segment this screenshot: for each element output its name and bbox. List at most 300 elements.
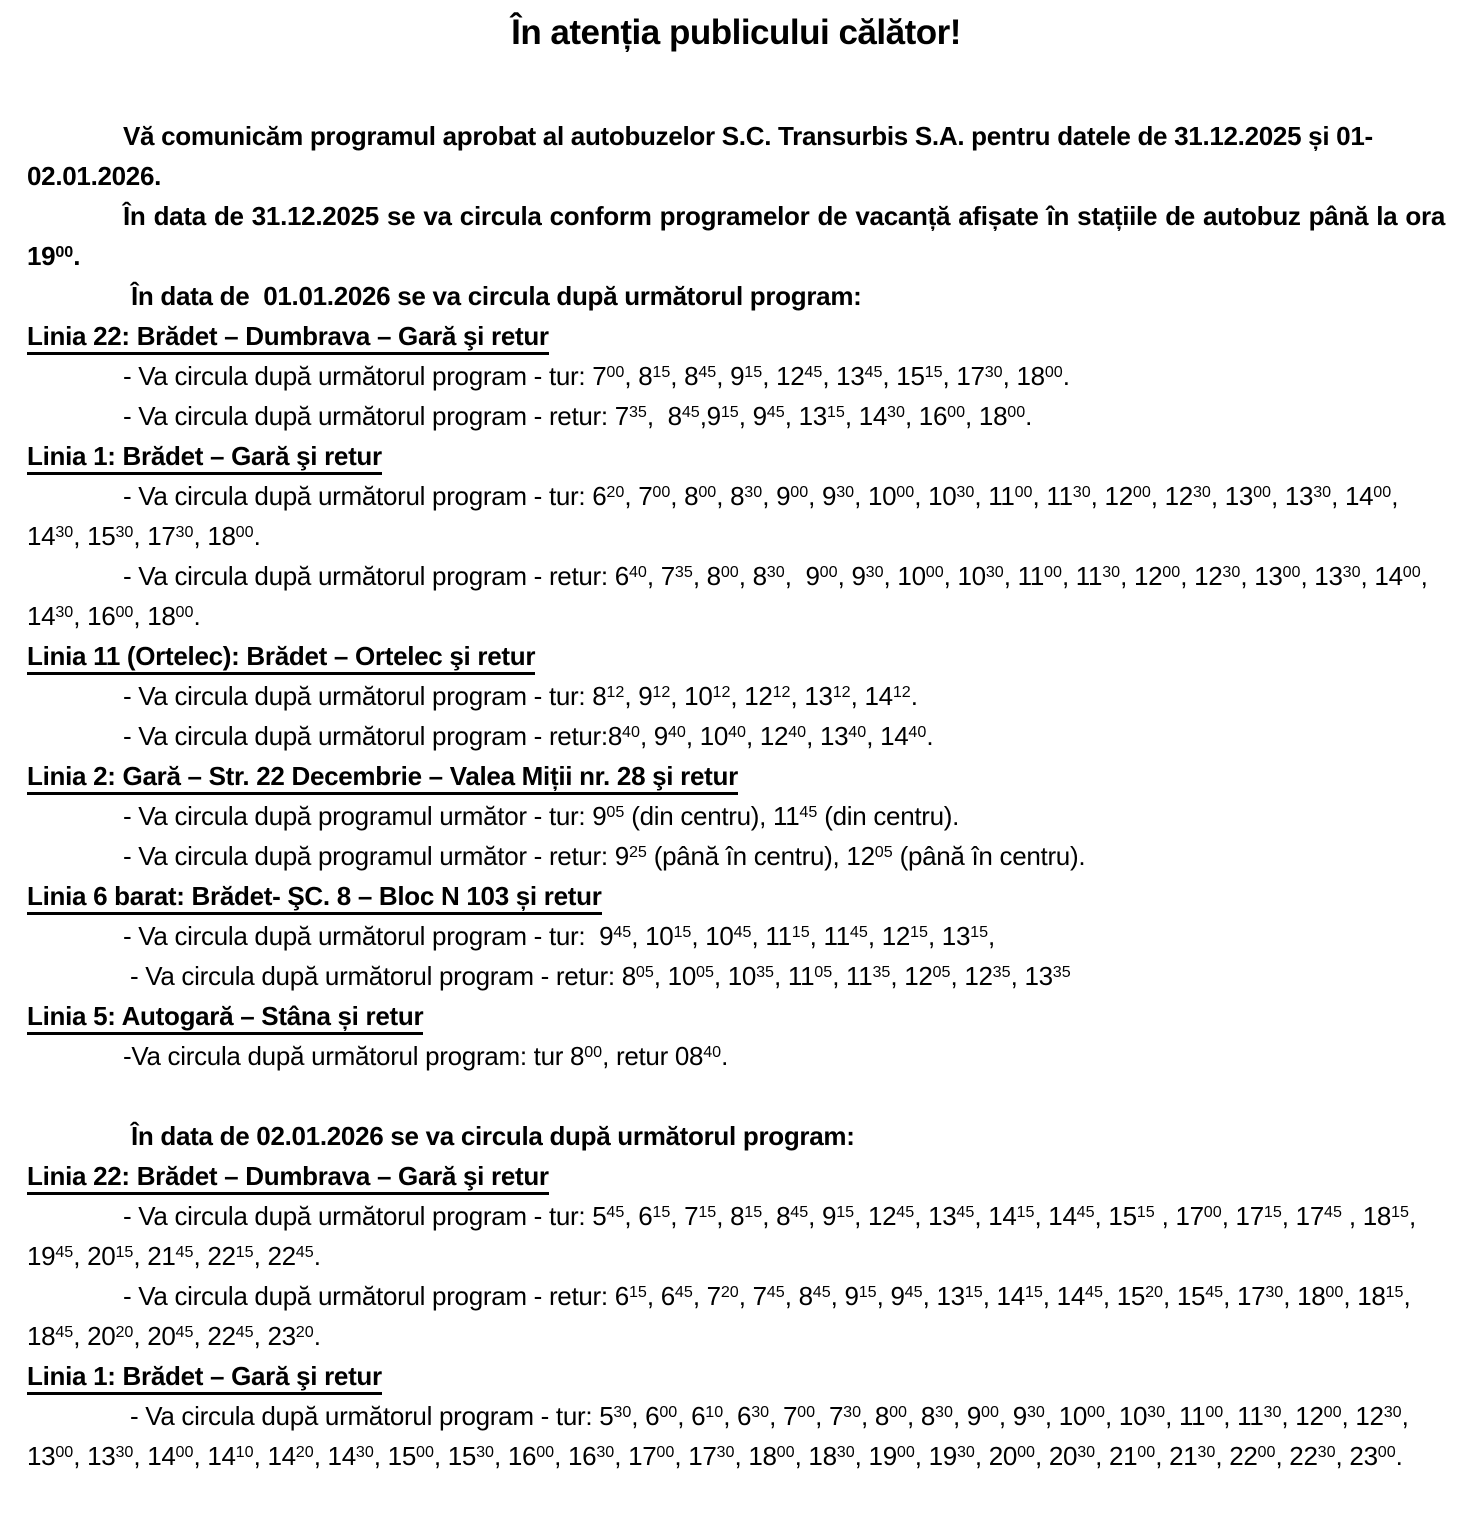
schedule-line: - Va circula după următorul program - retur: $7^{35}$, $8^{45},9^{15}$, $9^{45}$, $13^{15}$, $14^{30}$, $16^{00}$, $18^{00}$. <box>123 401 1033 431</box>
departure-time: $10^{00}$ <box>897 561 944 591</box>
minutes-superscript: 30 <box>766 563 785 582</box>
minutes-superscript: 30 <box>956 1443 975 1462</box>
departure-time: $20^{45}$ <box>147 1321 194 1351</box>
minutes-superscript: 00 <box>1017 1443 1035 1462</box>
minutes-superscript: 15 <box>858 1283 877 1302</box>
minutes-superscript: 30 <box>1265 1283 1284 1302</box>
departure-time: $14^{10}$ <box>207 1441 254 1471</box>
minutes-superscript: 00 <box>1282 563 1301 582</box>
minutes-superscript: 25 <box>628 843 647 862</box>
schedule-line: - Va circula după următorul program - tur: $5^{30}$, $6^{00}$, $6^{10}$, $6^{30}$, $7^{00}$, $7^{30}$, $8^{00}$, $8^{30}$, $9^{00}$, $9^{30}$, $10^{00}$, $10^{30}$, $11^{00}$, $11^{30}$, $12^{00}$, $12^{30}$, $13^{00}$, $13^{30}$, $14^{00}$, $14^{10}$, $14^{20}$, $14^{30}$, $15^{00}$, $15^{30}$, $16^{00}$, $16^{30}$, $17^{00}$, $17^{30}$, $18^{00}$, $18^{30}$, $19^{00}$, $19^{30}$, $20^{00}$, $20^{30}$, $21^{00}$, $21^{30}$, $22^{00}$, $22^{30}$, $23^{00}$. <box>27 1401 1416 1471</box>
minutes-superscript: 30 <box>1313 483 1332 502</box>
departure-time: $16^{00}$ <box>87 601 134 631</box>
minutes-superscript: 12 <box>892 683 911 702</box>
departure-time: $10^{05}$ <box>667 961 714 991</box>
departure-time: $19^{30}$ <box>928 1441 975 1471</box>
departure-time: $14^{30}$ <box>27 521 74 551</box>
minutes-superscript: 00 <box>819 563 838 582</box>
minutes-superscript: 00 <box>797 1403 816 1422</box>
departure-time: $6^{00}$ <box>645 1401 678 1431</box>
departure-time: $7^{00}$ <box>638 481 671 511</box>
departure-time: $10^{15}$ <box>645 921 692 951</box>
departure-time: $14^{45}$ <box>1056 1281 1103 1311</box>
departure-time: $12^{15}$ <box>881 921 928 951</box>
minutes-superscript: 30 <box>355 1443 374 1462</box>
departure-time: $13^{12}$ <box>804 681 851 711</box>
departure-time: $13^{30}$ <box>87 1441 134 1471</box>
minutes-superscript: 30 <box>985 563 1004 582</box>
minutes-superscript: 15 <box>115 1243 134 1262</box>
departure-time: $11^{35}$ <box>846 961 891 991</box>
minutes-superscript: 15 <box>235 1243 254 1262</box>
departure-time: $22^{15}$ <box>207 1241 254 1271</box>
departure-time: $8^{05}$ <box>621 961 654 991</box>
departure-time: $5^{45}$ <box>592 1201 625 1231</box>
departure-time: $9^{05}$ <box>592 801 625 831</box>
departure-time: $10^{30}$ <box>957 561 1004 591</box>
departure-time: $9^{40}$ <box>653 721 686 751</box>
minutes-superscript: 30 <box>956 483 975 502</box>
departure-time: $10^{40}$ <box>699 721 746 751</box>
minutes-superscript: 30 <box>1317 1443 1336 1462</box>
minutes-superscript: 35 <box>992 963 1011 982</box>
minutes-superscript: 45 <box>804 363 823 382</box>
minutes-superscript: 15 <box>910 923 928 942</box>
minutes-superscript: 45 <box>790 1203 809 1222</box>
minutes-superscript: 30 <box>115 523 134 542</box>
departure-time: $17^{30}$ <box>956 361 1003 391</box>
departure-time: $18^{00}$ <box>1016 361 1063 391</box>
line-heading-text: Linia 11 (Ortelec): Brădet – Ortelec şi retur <box>27 641 535 675</box>
departure-time: $18^{00}$ <box>748 1441 795 1471</box>
minutes-superscript: 00 <box>55 243 74 262</box>
departure-time: $11^{00}$ <box>1178 1401 1224 1431</box>
departure-time: $6^{40}$ <box>614 561 647 591</box>
departure-time: $8^{00}$ <box>684 481 717 511</box>
minutes-superscript: 00 <box>1373 483 1392 502</box>
minutes-superscript: 35 <box>628 403 647 422</box>
line-heading <box>27 1156 1445 1196</box>
minutes-superscript: 00 <box>980 1403 999 1422</box>
minutes-superscript: 00 <box>1087 1403 1105 1422</box>
departure-time: $15^{30}$ <box>87 521 134 551</box>
line-heading-text: Linia 5: Autogară – Stâna și retur <box>27 1001 423 1035</box>
departure-time: $19^{00}$ <box>27 241 74 271</box>
minutes-superscript: 30 <box>1147 1403 1166 1422</box>
departure-time: $7^{35}$ <box>660 561 693 591</box>
departure-time: $22^{00}$ <box>1229 1441 1276 1471</box>
departure-time: $10^{00}$ <box>1058 1401 1105 1431</box>
schedule-line: - Va circula după următorul program - tur: $9^{45}$, $10^{15}$, $10^{45}$, $11^{15}$, $11^{45}$, $12^{15}$, $13^{15}$, <box>123 921 995 951</box>
minutes-superscript: 45 <box>613 923 632 942</box>
departure-time: $13^{15}$ <box>798 401 845 431</box>
minutes-superscript: 12 <box>606 683 625 702</box>
departure-time: $15^{00}$ <box>387 1441 434 1471</box>
departure-time: $6^{20}$ <box>592 481 625 511</box>
departure-time: $8^{00}$ <box>874 1401 907 1431</box>
line-heading <box>27 756 1445 796</box>
departure-time: $15^{15}$ <box>1108 1201 1155 1231</box>
line-heading <box>27 316 1445 356</box>
minutes-superscript: 30 <box>935 1403 953 1422</box>
minutes-superscript: 35 <box>872 963 891 982</box>
departure-time: $12^{00}$ <box>1104 481 1151 511</box>
minutes-superscript: 10 <box>235 1443 254 1462</box>
departure-time: $12^{45}$ <box>776 361 823 391</box>
departure-time: $9^{15}$ <box>706 401 739 431</box>
minutes-superscript: 00 <box>584 1043 603 1062</box>
departure-time: $11^{30}$ <box>1075 561 1121 591</box>
minutes-superscript: 00 <box>115 603 134 622</box>
departure-time: $7^{00}$ <box>783 1401 816 1431</box>
minutes-superscript: 00 <box>896 483 915 502</box>
departure-time: $12^{30}$ <box>1355 1401 1402 1431</box>
departure-time: $18^{30}$ <box>808 1441 855 1471</box>
departure-time: $6^{45}$ <box>660 1281 693 1311</box>
minutes-superscript: 45 <box>1084 1283 1103 1302</box>
departure-time: $13^{00}$ <box>1254 561 1301 591</box>
minutes-superscript: 15 <box>744 1203 763 1222</box>
minutes-superscript: 00 <box>656 1443 675 1462</box>
departure-time: $11^{05}$ <box>787 961 833 991</box>
minutes-superscript: 45 <box>1323 1203 1342 1222</box>
minutes-superscript: 05 <box>606 803 625 822</box>
departure-time: $8^{45}$ <box>798 1281 831 1311</box>
departure-time: $14^{30}$ <box>327 1441 374 1471</box>
departure-time: $7^{15}$ <box>684 1201 717 1231</box>
schedule-line: - Va circula după programul următor - tur: $9^{05}$ (din centru), $11^{45}$ (din centru). <box>123 801 960 831</box>
minutes-superscript: 45 <box>766 1283 785 1302</box>
departure-time: $12^{00}$ <box>1133 561 1181 591</box>
minutes-superscript: 00 <box>1402 563 1421 582</box>
line-heading-text: Linia 1: Brădet – Gară şi retur <box>27 441 382 475</box>
minutes-superscript: 45 <box>606 1203 625 1222</box>
minutes-superscript: 30 <box>843 1403 862 1422</box>
departure-time: $10^{45}$ <box>705 921 752 951</box>
minutes-superscript: 45 <box>849 923 868 942</box>
line-heading <box>27 996 1445 1036</box>
departure-time: $9^{00}$ <box>805 561 838 591</box>
minutes-superscript: 00 <box>1253 483 1271 502</box>
schedule-line: - Va circula după următorul program - retur: $8^{05}$, $10^{05}$, $10^{35}$, $11^{05}$, $11^{35}$, $12^{05}$, $12^{35}$, $13^{35}$ <box>123 961 1071 991</box>
minutes-superscript: 05 <box>874 843 893 862</box>
departure-time: $12^{40}$ <box>759 721 807 751</box>
minutes-superscript: 30 <box>1222 563 1241 582</box>
departure-time: $9^{12}$ <box>638 681 671 711</box>
minutes-superscript: 00 <box>1377 1443 1396 1462</box>
intro-paragraph: Vă comunicăm programul aprobat al autobuzelor S.C. Transurbis S.A. pentru datele de 31.12.2025 și 01-02.01.2026. <box>27 121 1373 191</box>
minutes-superscript: 40 <box>728 723 746 742</box>
schedule-line: - Va circula după următorul program - retur: $6^{40}$, $7^{35}$, $8^{00}$, $8^{30}$, $9^{00}$, $9^{30}$, $10^{00}$, $10^{30}$, $11^{00}$, $11^{30}$, $12^{00}$, $12^{30}$, $13^{00}$, $13^{30}$, $14^{00}$, $14^{30}$, $16^{00}$, $18^{00}$. <box>27 561 1435 631</box>
line-heading-text: Linia 1: Brădet – Gară şi retur <box>27 1361 382 1395</box>
minutes-superscript: 30 <box>887 403 905 422</box>
departure-time: $21^{00}$ <box>1108 1441 1156 1471</box>
minutes-superscript: 00 <box>776 1443 795 1462</box>
departure-time: $13^{30}$ <box>1284 481 1332 511</box>
departure-time: $17^{30}$ <box>688 1441 735 1471</box>
minutes-superscript: 30 <box>751 1403 770 1422</box>
departure-time: $16^{00}$ <box>507 1441 555 1471</box>
minutes-superscript: 30 <box>865 563 884 582</box>
departure-time: $14^{20}$ <box>267 1441 314 1471</box>
minutes-superscript: 45 <box>175 1243 194 1262</box>
departure-time: $11^{30}$ <box>1046 481 1091 511</box>
minutes-superscript: 20 <box>115 1323 134 1342</box>
minutes-superscript: 40 <box>848 723 867 742</box>
departure-time: $17^{30}$ <box>147 521 194 551</box>
schedule-line: -Va circula după următorul program: tur $8^{00}$, retur $08^{40}$. <box>123 1041 729 1071</box>
departure-time: $23^{00}$ <box>1349 1441 1396 1471</box>
departure-time: $6^{15}$ <box>638 1201 671 1231</box>
minutes-superscript: 30 <box>1342 563 1361 582</box>
departure-time: $9^{15}$ <box>730 361 763 391</box>
schedule-line: - Va circula după următorul program - $retur:8^{40}$, $9^{40}$, $10^{40}$, $12^{40}$, $13^{40}$, $14^{40}$. <box>123 721 934 751</box>
minutes-superscript: 12 <box>772 683 791 702</box>
departure-time: $11^{30}$ <box>1237 1401 1282 1431</box>
departure-time: $9^{30}$ <box>1012 1401 1045 1431</box>
document-body <box>27 116 1445 1476</box>
departure-time: $6^{10}$ <box>691 1401 724 1431</box>
minutes-superscript: 30 <box>55 603 74 622</box>
minutes-superscript: 15 <box>1391 1203 1409 1222</box>
departure-time: $14^{12}$ <box>864 681 911 711</box>
minutes-superscript: 45 <box>1076 1203 1095 1222</box>
minutes-superscript: 30 <box>1383 1403 1402 1422</box>
departure-time: $18^{15}$ <box>1357 1281 1404 1311</box>
minutes-superscript: 00 <box>790 483 809 502</box>
departure-time: $8^{45}$ <box>776 1201 809 1231</box>
minutes-superscript: 45 <box>235 1323 254 1342</box>
departure-time: $8^{30}$ <box>730 481 763 511</box>
departure-time: $13^{35}$ <box>1024 961 1071 991</box>
departure-time: $13^{45}$ <box>836 361 883 391</box>
minutes-superscript: 15 <box>924 363 943 382</box>
minutes-superscript: 00 <box>55 1443 74 1462</box>
minutes-superscript: 40 <box>908 723 927 742</box>
departure-time: $14^{00}$ <box>1344 481 1392 511</box>
minutes-superscript: 15 <box>836 1203 855 1222</box>
departure-time: $9^{30}$ <box>851 561 884 591</box>
departure-time: $10^{12}$ <box>684 681 731 711</box>
minutes-superscript: 00 <box>1162 563 1181 582</box>
departure-time: $14^{00}$ <box>147 1441 194 1471</box>
departure-time: $18^{00}$ <box>147 601 194 631</box>
minutes-superscript: 45 <box>812 1283 831 1302</box>
departure-time: $13^{15}$ <box>936 1281 983 1311</box>
departure-time: $7^{00}$ <box>592 361 625 391</box>
schedule-line: - Va circula după programul următor - retur: $9^{25}$ (până în centru), $12^{05}$ (până în centru). <box>123 841 1086 871</box>
line-heading-text: Linia 6 barat: Brădet- ŞC. 8 – Bloc N 103 și retur <box>27 881 602 915</box>
departure-time: $19^{00}$ <box>868 1441 915 1471</box>
departure-time: $8^{15}$ <box>638 361 671 391</box>
minutes-superscript: 05 <box>635 963 654 982</box>
minutes-superscript: 00 <box>698 483 717 502</box>
minutes-superscript: 20 <box>720 1283 739 1302</box>
departure-time: $9^{00}$ <box>776 481 809 511</box>
departure-time: $9^{45}$ <box>890 1281 923 1311</box>
minutes-superscript: 30 <box>596 1443 615 1462</box>
departure-time: $12^{45}$ <box>867 1201 915 1231</box>
departure-time: $11^{00}$ <box>1017 561 1062 591</box>
departure-time: $14^{30}$ <box>858 401 905 431</box>
departure-time: $18^{15}$ <box>1362 1201 1409 1231</box>
day-heading: În data de 02.01.2026 se va circula după următorul program: <box>131 1121 855 1151</box>
minutes-superscript: 45 <box>295 1243 314 1262</box>
departure-time: $13^{15}$ <box>941 921 989 951</box>
minutes-superscript: 45 <box>956 1203 975 1222</box>
departure-time: $08^{40}$ <box>674 1041 722 1071</box>
departure-time: $8^{15}$ <box>730 1201 763 1231</box>
departure-time: $20^{00}$ <box>988 1441 1035 1471</box>
line-heading <box>27 636 1445 676</box>
departure-time: $18^{00}$ <box>978 401 1026 431</box>
minutes-superscript: 40 <box>788 723 807 742</box>
minutes-superscript: 45 <box>698 363 717 382</box>
minutes-superscript: 00 <box>1203 1203 1222 1222</box>
minutes-superscript: 30 <box>716 1443 735 1462</box>
departure-time: $22^{30}$ <box>1289 1441 1336 1471</box>
minutes-superscript: 00 <box>1044 363 1063 382</box>
minutes-superscript: 00 <box>1137 1443 1156 1462</box>
minutes-superscript: 30 <box>175 523 194 542</box>
minutes-superscript: 45 <box>904 1283 923 1302</box>
departure-time: $6^{30}$ <box>737 1401 770 1431</box>
minutes-superscript: 00 <box>1044 563 1062 582</box>
minutes-superscript: 40 <box>622 723 640 742</box>
minutes-superscript: 45 <box>674 1283 693 1302</box>
schedule-line: - Va circula după următorul program - tur: $5^{45}$, $6^{15}$, $7^{15}$, $8^{15}$, $8^{45}$, $9^{15}$, $12^{45}$, $13^{45}$, $14^{15}$, $14^{45}$, $15^{15}$ , $17^{00}$, $17^{15}$, $17^{45}$ , $18^{15}$, $19^{45}$, $20^{15}$, $21^{45}$, $22^{15}$, $22^{45}$. <box>27 1201 1423 1271</box>
departure-time: $15^{20}$ <box>1116 1281 1164 1311</box>
departure-time: $9^{15}$ <box>844 1281 877 1311</box>
departure-time: $5^{30}$ <box>599 1401 632 1431</box>
departure-time: $18^{45}$ <box>27 1321 74 1351</box>
intro-paragraph: În data de 31.12.2025 se va circula conform programelor de vacanță afișate în stațiile de autobuz până la ora $19^{00}$. <box>27 201 1445 271</box>
minutes-superscript: 20 <box>295 1323 314 1342</box>
minutes-superscript: 30 <box>613 1403 632 1422</box>
minutes-superscript: 10 <box>705 1403 724 1422</box>
departure-time: $7^{30}$ <box>828 1401 862 1431</box>
minutes-superscript: 00 <box>896 1443 915 1462</box>
departure-time: $8^{45}$ <box>667 401 700 431</box>
minutes-superscript: 40 <box>667 723 686 742</box>
departure-time: $11^{45}$ <box>773 801 818 831</box>
minutes-superscript: 00 <box>925 563 944 582</box>
minutes-superscript: 30 <box>55 523 74 542</box>
line-heading-text: Linia 22: Brădet – Dumbrava – Gară şi retur <box>27 1161 549 1195</box>
line-heading-text: Linia 22: Brădet – Dumbrava – Gară şi retur <box>27 321 549 355</box>
minutes-superscript: 45 <box>864 363 883 382</box>
departure-time: $17^{15}$ <box>1235 1201 1282 1231</box>
line-heading <box>27 1356 1445 1396</box>
departure-time: $7^{45}$ <box>752 1281 785 1311</box>
departure-time: $14^{00}$ <box>1374 561 1421 591</box>
departure-time: $13^{30}$ <box>1314 561 1361 591</box>
minutes-superscript: 00 <box>415 1443 434 1462</box>
departure-time: $12^{00}$ <box>1295 1401 1342 1431</box>
minutes-superscript: 15 <box>720 403 739 422</box>
day-heading: În data de 01.01.2026 se va circula după următorul program: <box>131 281 862 311</box>
departure-time: $21^{45}$ <box>147 1241 194 1271</box>
departure-time: $14^{15}$ <box>996 1281 1043 1311</box>
minutes-superscript: 00 <box>1257 1443 1276 1462</box>
departure-time: $9^{45}$ <box>599 921 632 951</box>
departure-time: $13^{00}$ <box>1224 481 1271 511</box>
minutes-superscript: 00 <box>652 483 671 502</box>
minutes-superscript: 30 <box>1077 1443 1096 1462</box>
minutes-superscript: 00 <box>947 403 966 422</box>
departure-time: $11^{45}$ <box>823 921 868 951</box>
schedule-line: - Va circula după următorul program - tur: $7^{00}$, $8^{15}$, $8^{45}$, $9^{15}$, $12^{45}$, $13^{45}$, $15^{15}$, $17^{30}$, $18^{00}$. <box>123 361 1070 391</box>
departure-time: $17^{00}$ <box>628 1441 675 1471</box>
line-heading-text: Linia 2: Gară – Str. 22 Decembrie – Valea Miții nr. 28 şi retur <box>27 761 738 795</box>
minutes-superscript: 30 <box>115 1443 134 1462</box>
minutes-superscript: 35 <box>674 563 693 582</box>
departure-time: $8^{40}$ <box>607 721 640 751</box>
minutes-superscript: 45 <box>896 1203 915 1222</box>
minutes-superscript: 05 <box>814 963 833 982</box>
minutes-superscript: 00 <box>889 1403 907 1422</box>
minutes-superscript: 30 <box>744 483 763 502</box>
minutes-superscript: 00 <box>536 1443 555 1462</box>
departure-time: $18^{00}$ <box>1297 1281 1344 1311</box>
line-heading <box>27 876 1445 916</box>
departure-time: $20^{15}$ <box>87 1241 134 1271</box>
departure-time: $22^{45}$ <box>267 1241 314 1271</box>
minutes-superscript: 45 <box>1205 1283 1224 1302</box>
minutes-superscript: 15 <box>970 923 989 942</box>
minutes-superscript: 20 <box>606 483 625 502</box>
minutes-superscript: 45 <box>766 403 785 422</box>
minutes-superscript: 00 <box>1323 1403 1342 1422</box>
departure-time: $16^{00}$ <box>918 401 966 431</box>
departure-time: $9^{45}$ <box>752 401 785 431</box>
departure-time: $17^{45}$ <box>1295 1201 1342 1231</box>
departure-time: $10^{00}$ <box>867 481 915 511</box>
minutes-superscript: 12 <box>712 683 731 702</box>
departure-time: $10^{35}$ <box>727 961 775 991</box>
departure-time: $13^{40}$ <box>819 721 867 751</box>
departure-time: $12^{05}$ <box>904 961 951 991</box>
departure-time: $20^{20}$ <box>87 1321 134 1351</box>
minutes-superscript: 00 <box>175 1443 194 1462</box>
departure-time: $17^{00}$ <box>1175 1201 1222 1231</box>
minutes-superscript: 45 <box>733 923 752 942</box>
minutes-superscript: 35 <box>1052 963 1071 982</box>
departure-time: $8^{30}$ <box>752 561 785 591</box>
minutes-superscript: 30 <box>1072 483 1091 502</box>
departure-time: $8^{12}$ <box>592 681 625 711</box>
departure-time: $12^{05}$ <box>846 841 893 871</box>
minutes-superscript: 00 <box>659 1403 678 1422</box>
minutes-superscript: 12 <box>832 683 851 702</box>
departure-time: $12^{12}$ <box>744 681 791 711</box>
page-title: În atenția publicului călător! <box>511 13 961 52</box>
departure-time: $17^{30}$ <box>1236 1281 1284 1311</box>
minutes-superscript: 15 <box>1016 1203 1035 1222</box>
minutes-superscript: 00 <box>606 363 625 382</box>
minutes-superscript: 15 <box>744 363 763 382</box>
minutes-superscript: 05 <box>932 963 951 982</box>
departure-time: $19^{45}$ <box>27 1241 74 1271</box>
departure-time: $14^{30}$ <box>27 601 74 631</box>
departure-time: $12^{30}$ <box>1194 561 1241 591</box>
minutes-superscript: 45 <box>55 1323 74 1342</box>
minutes-superscript: 00 <box>1325 1283 1344 1302</box>
minutes-superscript: 15 <box>698 1203 717 1222</box>
departure-time: $14^{45}$ <box>1048 1201 1095 1231</box>
departure-time: $14^{15}$ <box>988 1201 1035 1231</box>
departure-time: $16^{30}$ <box>567 1441 615 1471</box>
